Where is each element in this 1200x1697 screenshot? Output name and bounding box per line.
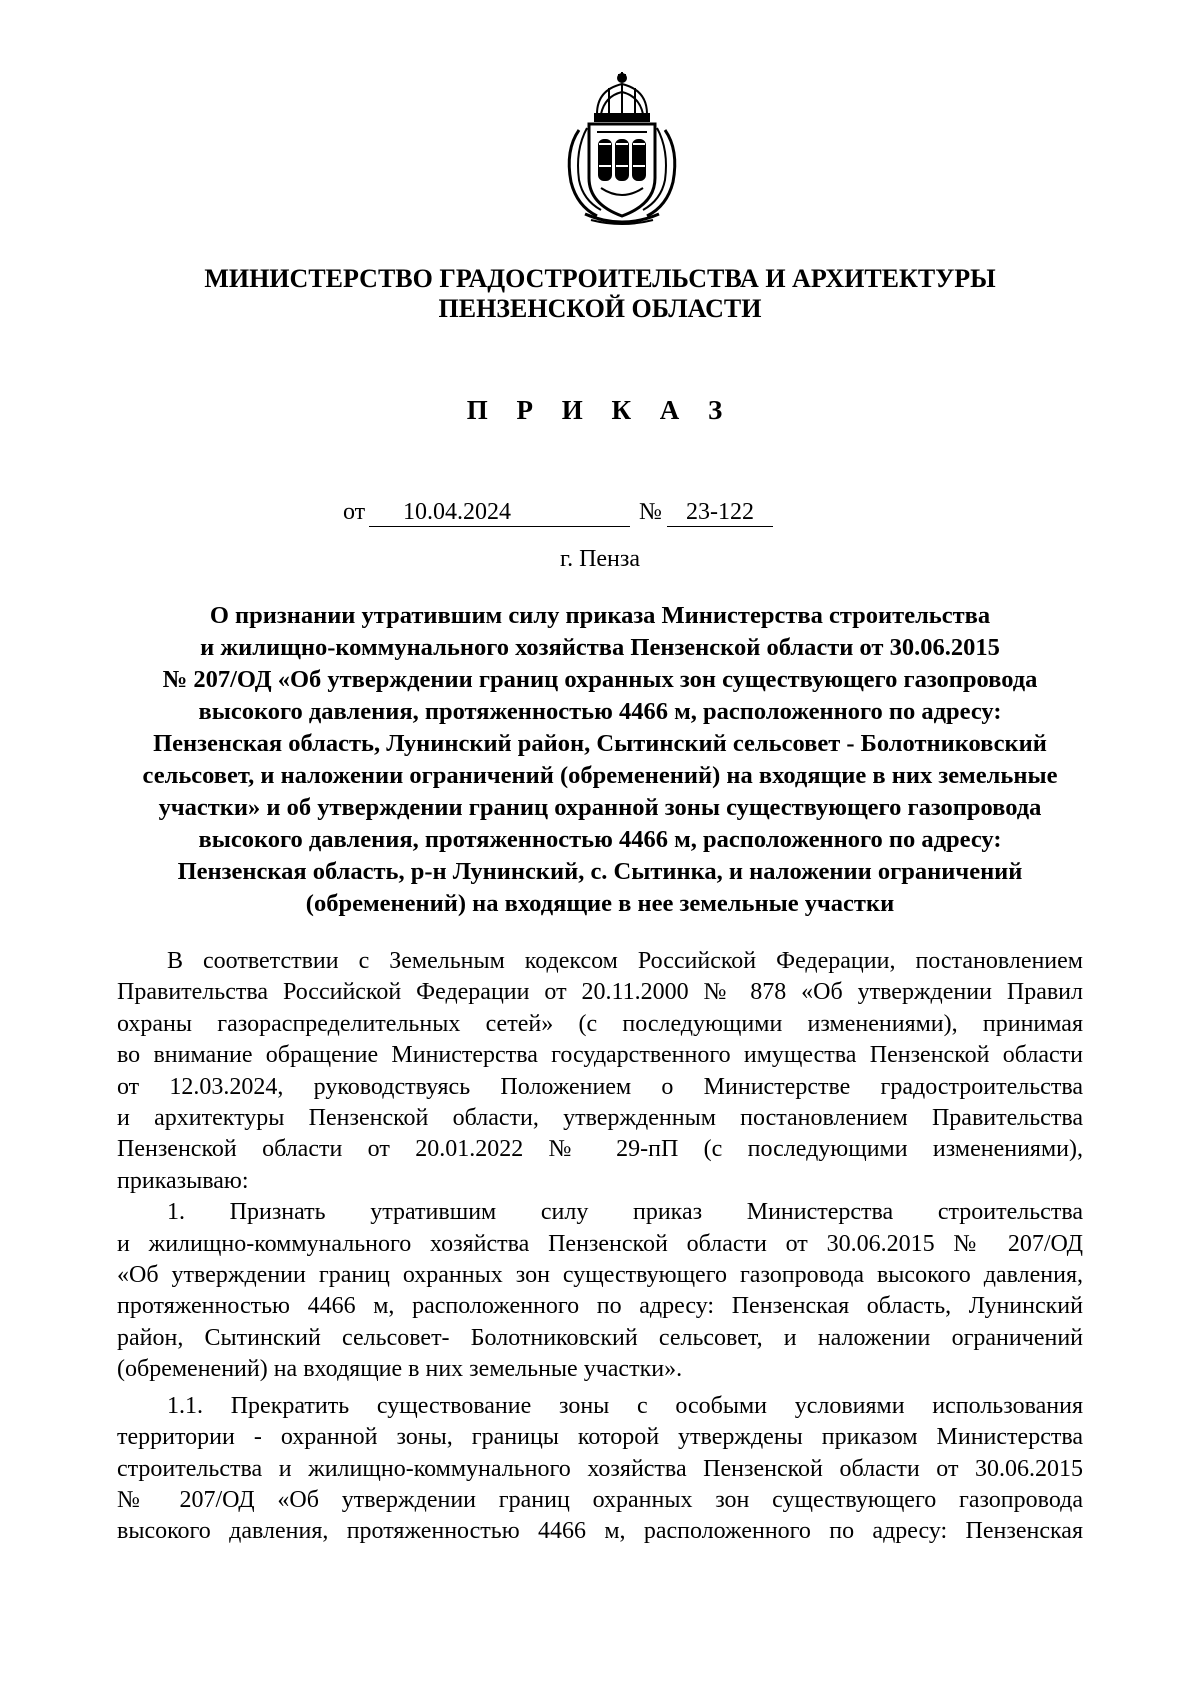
document-type-heading: П Р И К А З bbox=[466, 395, 734, 425]
body-line: 1.1. Прекратить существование зоны с особыми условиями использования bbox=[167, 1392, 1083, 1419]
body-line: № 207/ОД «Об утверждении границ охранных зон существующего газопровода bbox=[117, 1486, 1083, 1513]
number-sign: № bbox=[639, 499, 662, 525]
order-date-number-line bbox=[0, 497, 1200, 529]
subject-line: сельсовет, и наложении ограничений (обременений) на входящие в них земельные bbox=[142, 762, 1058, 789]
body-line: Правительства Российской Федерации от 20.11.2000 № 878 «Об утверждении Правил bbox=[117, 979, 1083, 1006]
subject-line: высокого давления, протяженностью 4466 м, расположенного по адресу: bbox=[198, 698, 1002, 725]
body-line: В соответствии с Земельным кодексом Российской Федерации, постановлением bbox=[167, 948, 1083, 974]
order-date: 10.04.2024 bbox=[403, 499, 511, 525]
subject-line: высокого давления, протяженностью 4466 м, расположенного по адресу: bbox=[198, 826, 1002, 853]
body-line: во внимание обращение Министерства государственного имущества Пензенской области bbox=[117, 1042, 1083, 1069]
order-number: 23-122 bbox=[686, 499, 754, 525]
subject-line: (обременений) на входящие в нее земельные участки bbox=[305, 890, 895, 917]
body-line: 1. Признать утратившим силу приказ Министерства строительства bbox=[167, 1199, 1083, 1226]
subject-line: Пензенская область, Лунинский район, Сытинский сельсовет - Болотниковский bbox=[153, 730, 1047, 757]
body-line: строительства и жилищно-коммунального хозяйства Пензенской области от 30.06.2015 bbox=[117, 1455, 1083, 1482]
body-line: и архитектуры Пензенской области, утвержденным постановлением Правительства bbox=[117, 1105, 1083, 1132]
body-line: охраны газораспределительных сетей» (с последующими изменениями), принимая bbox=[117, 1010, 1083, 1037]
ministry-name-line-1: МИНИСТЕРСТВО ГРАДОСТРОИТЕЛЬСТВА И АРХИТЕКТУРЫ bbox=[204, 264, 996, 293]
subject-line: участки» и об утверждении границ охранной зоны существующего газопровода bbox=[158, 794, 1042, 821]
body-line: протяженностью 4466 м, расположенного по адресу: Пензенская область, Лунинский bbox=[117, 1293, 1083, 1320]
body-line: приказываю: bbox=[117, 1167, 249, 1194]
body-line: Пензенской области от 20.01.2022 № 29-пП (с последующими изменениями), bbox=[117, 1136, 1083, 1163]
ministry-name bbox=[110, 264, 1090, 324]
ministry-name-line-2: ПЕНЗЕНСКОЙ ОБЛАСТИ bbox=[438, 294, 762, 323]
subject-line: № 207/ОД «Об утверждении границ охранных зон существующего газопровода bbox=[162, 666, 1038, 693]
city-name: г. Пенза bbox=[559, 546, 641, 572]
from-label: от bbox=[343, 499, 366, 525]
subject-line: О признании утратившим силу приказа Министерства строительства bbox=[209, 602, 991, 629]
penza-coat-of-arms-icon bbox=[557, 70, 687, 226]
body-line: «Об утверждении границ охранных зон существующего газопровода высокого давления, bbox=[117, 1262, 1083, 1289]
body-line: (обременений) на входящие в них земельные участки». bbox=[117, 1356, 683, 1383]
body-line: территории - охранной зоны, границы которой утверждены приказом Министерства bbox=[117, 1424, 1083, 1451]
subject-line: и жилищно-коммунального хозяйства Пензенской области от 30.06.2015 bbox=[200, 634, 1000, 661]
body-line: район, Сытинский сельсовет- Болотниковский сельсовет, и наложении ограничений bbox=[117, 1324, 1083, 1351]
order-subject bbox=[110, 600, 1090, 920]
order-body bbox=[117, 946, 1083, 1548]
body-line: и жилищно-коммунального хозяйства Пензенской области от 30.06.2015 № 207/ОД bbox=[117, 1230, 1083, 1257]
subject-line: Пензенская область, р-н Лунинский, с. Сытинка, и наложении ограничений bbox=[177, 858, 1023, 885]
body-line: высокого давления, протяженностью 4466 м, расположенного по адресу: Пензенская bbox=[117, 1518, 1083, 1545]
body-line: от 12.03.2024, руководствуясь Положением о Министерстве градостроительства bbox=[117, 1073, 1083, 1100]
